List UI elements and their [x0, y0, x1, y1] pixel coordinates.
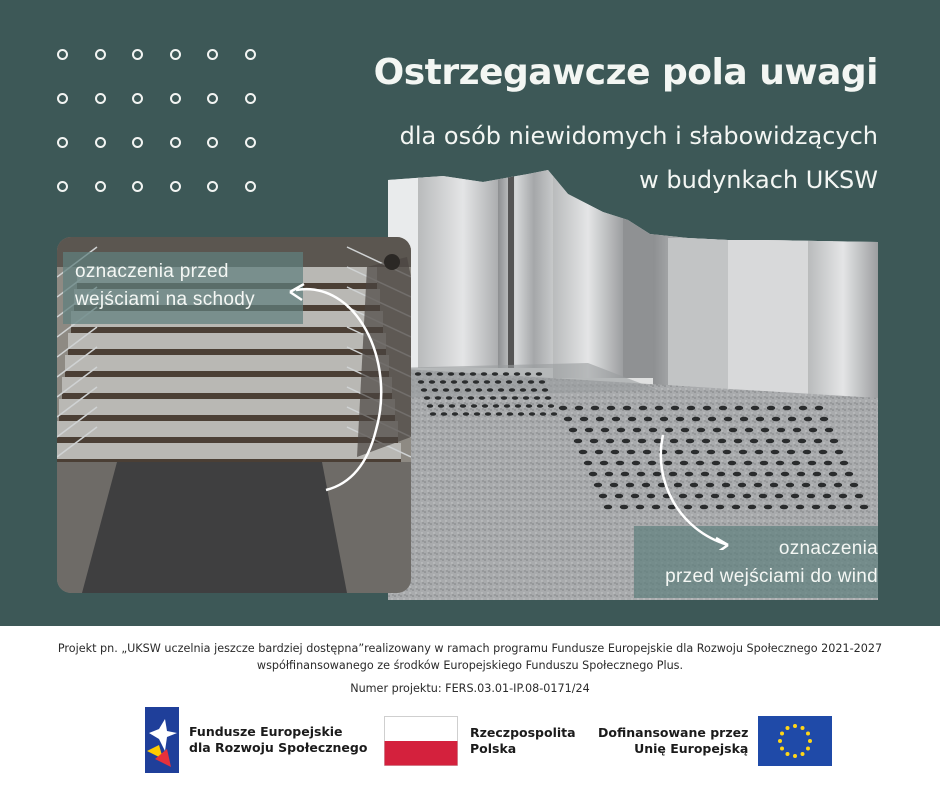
tactile-bump — [551, 412, 557, 416]
tactile-bump — [430, 412, 436, 416]
tactile-bump — [517, 380, 523, 384]
tactile-bump — [435, 396, 441, 400]
eu-star — [793, 724, 797, 728]
tactile-bump — [542, 388, 548, 392]
tactile-bump — [687, 406, 695, 411]
tactile-bump — [482, 404, 488, 408]
tactile-bump — [605, 472, 613, 477]
tactile-bump — [771, 450, 779, 455]
grid-dot — [170, 181, 181, 192]
grid-dot — [95, 181, 106, 192]
tactile-bump — [825, 428, 833, 433]
tactile-bump — [607, 406, 615, 411]
rzeczpospolita-polska-logo — [384, 716, 576, 766]
tactile-bump — [703, 406, 711, 411]
tactile-bump — [759, 494, 767, 499]
tactile-bump — [503, 372, 509, 376]
tactile-bump — [777, 428, 785, 433]
tactile-bump — [719, 406, 727, 411]
tactile-bump — [492, 372, 498, 376]
tactile-bump — [446, 396, 452, 400]
grid-dot — [57, 181, 68, 192]
tactile-bump — [786, 483, 794, 488]
tactile-bump — [814, 439, 822, 444]
grid-dot — [57, 93, 68, 104]
tactile-bump — [606, 439, 614, 444]
tactile-bump — [569, 428, 577, 433]
tactile-bump — [823, 494, 831, 499]
tactile-bump — [798, 439, 806, 444]
eu-star — [806, 747, 810, 751]
tactile-bump — [638, 439, 646, 444]
tactile-bump — [676, 417, 684, 422]
tactile-bump — [813, 472, 821, 477]
tactile-bump — [451, 380, 457, 384]
tactile-bump — [495, 380, 501, 384]
tactile-bump — [452, 412, 458, 416]
decorative-dot-grid — [57, 49, 267, 199]
tactile-bump — [787, 450, 795, 455]
tactile-bump — [595, 450, 603, 455]
tactile-bump — [767, 406, 775, 411]
tactile-bump — [860, 505, 868, 510]
tactile-bump — [580, 417, 588, 422]
tactile-bump — [839, 494, 847, 499]
grid-dot — [207, 49, 218, 60]
tactile-bump — [438, 404, 444, 408]
tactile-bump — [481, 372, 487, 376]
tactile-bump — [750, 439, 758, 444]
tactile-bump — [631, 494, 639, 499]
tactile-bump — [506, 380, 512, 384]
tactile-bump — [766, 439, 774, 444]
tactile-bump — [812, 505, 820, 510]
tactile-bump — [802, 483, 810, 488]
tactile-bump — [632, 461, 640, 466]
grid-dot — [57, 49, 68, 60]
tactile-bump — [782, 439, 790, 444]
stairs-caption-line-2: wejściami na schody — [75, 289, 255, 310]
tactile-bump — [437, 372, 443, 376]
eu-star — [806, 732, 810, 736]
tactile-bump — [655, 406, 663, 411]
tactile-bump — [490, 396, 496, 400]
tactile-bump — [498, 388, 504, 392]
tactile-bump — [835, 450, 843, 455]
tactile-bump — [644, 417, 652, 422]
grid-dot — [95, 137, 106, 148]
tactile-bump — [621, 472, 629, 477]
tactile-bump — [803, 450, 811, 455]
tactile-bump — [796, 505, 804, 510]
tactile-bump — [471, 404, 477, 408]
tactile-bump — [755, 450, 763, 455]
tactile-bump — [633, 428, 641, 433]
tactile-bump — [457, 396, 463, 400]
tactile-bump — [454, 388, 460, 392]
tactile-bump — [463, 412, 469, 416]
tactile-bump — [515, 404, 521, 408]
tactile-bump — [628, 417, 636, 422]
tactile-bump — [441, 412, 447, 416]
tactile-bump — [426, 372, 432, 376]
tactile-bump — [834, 483, 842, 488]
tactile-bump — [692, 417, 700, 422]
tactile-bump — [776, 461, 784, 466]
tactile-bump — [531, 388, 537, 392]
tactile-bump — [589, 472, 597, 477]
tactile-bump — [780, 505, 788, 510]
tactile-bump — [765, 472, 773, 477]
tactile-bump — [526, 404, 532, 408]
tactile-bump — [590, 439, 598, 444]
tactile-bump — [418, 380, 424, 384]
tactile-bump — [421, 388, 427, 392]
tactile-bump — [626, 483, 634, 488]
stairs-caption — [63, 252, 303, 324]
tactile-bump — [473, 380, 479, 384]
grid-dot — [170, 49, 181, 60]
tactile-bump — [809, 428, 817, 433]
grid-dot — [245, 181, 256, 192]
tactile-bump — [584, 461, 592, 466]
rp-logo-line-2: Polska — [470, 741, 517, 756]
curved-arrow-icon — [648, 430, 748, 550]
tactile-bump — [760, 461, 768, 466]
tactile-bump — [783, 406, 791, 411]
tactile-bump — [579, 450, 587, 455]
tactile-bump — [449, 404, 455, 408]
polish-flag-icon — [384, 716, 458, 766]
tactile-bump — [429, 380, 435, 384]
tactile-bump — [781, 472, 789, 477]
project-line-2: współfinansowanego ze środków Europejskiego Funduszu Społecznego Plus. — [256, 659, 684, 672]
tactile-bump — [788, 417, 796, 422]
tactile-bump — [855, 494, 863, 499]
tactile-bump — [751, 406, 759, 411]
stairs-caption-line-1: oznaczenia przed — [75, 261, 229, 282]
tactile-bump — [792, 461, 800, 466]
tactile-bump — [415, 372, 421, 376]
tactile-bump — [485, 412, 491, 416]
grid-dot — [132, 137, 143, 148]
tactile-bump — [534, 396, 540, 400]
tactile-bump — [622, 439, 630, 444]
tactile-bump — [574, 439, 582, 444]
tactile-bump — [594, 483, 602, 488]
fe-logo-line-1: Fundusze Europejskie — [189, 724, 343, 739]
tactile-bump — [749, 472, 757, 477]
grid-dot — [245, 49, 256, 60]
elevators-caption-line-2: przed wejściami do wind — [665, 566, 878, 587]
tactile-bump — [564, 417, 572, 422]
tactile-bump — [585, 428, 593, 433]
tactile-bump — [465, 388, 471, 392]
tactile-bump — [793, 428, 801, 433]
tactile-bump — [476, 388, 482, 392]
project-line-1: Projekt pn. „UKSW uczelnia jeszcze bardziej dostępna”realizowany w ramach programu Fundusze Europejskie dla Rozwoju Społecznego 2021-2027 — [57, 642, 883, 655]
grid-dot — [207, 181, 218, 192]
eu-star — [801, 752, 805, 756]
fe-star-icon — [145, 707, 179, 773]
tactile-bump — [799, 406, 807, 411]
tactile-bump — [509, 388, 515, 392]
tactile-bump — [484, 380, 490, 384]
tactile-bump — [815, 406, 823, 411]
tactile-bump — [536, 372, 542, 376]
tactile-bump — [735, 406, 743, 411]
tactile-bump — [775, 494, 783, 499]
eu-flag-icon — [758, 716, 832, 766]
project-number: Numer projektu: FERS.03.01-IP.08-0171/24 — [350, 682, 590, 695]
tactile-bump — [548, 404, 554, 408]
tactile-bump — [496, 412, 502, 416]
eu-star — [780, 732, 784, 736]
tactile-bump — [740, 417, 748, 422]
eu-logo-line-1: Dofinansowane przez — [598, 725, 749, 740]
tactile-bump — [761, 428, 769, 433]
grid-dot — [95, 49, 106, 60]
tactile-bump — [840, 461, 848, 466]
tactile-bump — [627, 450, 635, 455]
tactile-bump — [539, 380, 545, 384]
tactile-bump — [600, 461, 608, 466]
tactile-bump — [470, 372, 476, 376]
tactile-bump — [617, 428, 625, 433]
tactile-bump — [514, 372, 520, 376]
curved-arrow-icon — [286, 270, 396, 500]
tactile-bump — [772, 417, 780, 422]
tactile-bump — [432, 388, 438, 392]
tactile-bump — [770, 483, 778, 488]
grid-dot — [207, 137, 218, 148]
tactile-bump — [611, 450, 619, 455]
eu-star — [793, 754, 797, 758]
tactile-bump — [639, 406, 647, 411]
tactile-bump — [756, 417, 764, 422]
eu-star — [786, 726, 790, 730]
tactile-bump — [829, 472, 837, 477]
grid-dot — [207, 93, 218, 104]
eu-logo-line-2: Unię Europejską — [634, 741, 749, 756]
tactile-bump — [525, 372, 531, 376]
tactile-bump — [797, 472, 805, 477]
tactile-bump — [440, 380, 446, 384]
tactile-bump — [559, 406, 567, 411]
tactile-bump — [764, 505, 772, 510]
grid-dot — [245, 137, 256, 148]
grid-dot — [170, 137, 181, 148]
tactile-bump — [493, 404, 499, 408]
tactile-bump — [504, 404, 510, 408]
tactile-bump — [845, 472, 853, 477]
tactile-bump — [459, 372, 465, 376]
tactile-bump — [528, 380, 534, 384]
eu-star — [808, 739, 812, 743]
tactile-bump — [824, 461, 832, 466]
tactile-bump — [448, 372, 454, 376]
grid-dot — [57, 137, 68, 148]
tactile-bump — [754, 483, 762, 488]
tactile-bump — [807, 494, 815, 499]
tactile-bump — [724, 417, 732, 422]
tactile-bump — [615, 494, 623, 499]
tactile-bump — [443, 388, 449, 392]
subtitle-line-1: dla osób niewidomych i słabowidzących — [399, 122, 878, 150]
tactile-bump — [487, 388, 493, 392]
rp-logo-line-1: Rzeczpospolita — [470, 725, 576, 740]
tactile-bump — [501, 396, 507, 400]
page-title: Ostrzegawcze pola uwagi — [373, 52, 878, 93]
tactile-bump — [520, 388, 526, 392]
eu-star — [778, 739, 782, 743]
tactile-bump — [507, 412, 513, 416]
fundusze-europejskie-logo — [145, 707, 367, 773]
tactile-bump — [830, 439, 838, 444]
tactile-bump — [512, 396, 518, 400]
tactile-bump — [828, 505, 836, 510]
grid-dot — [132, 181, 143, 192]
tactile-bump — [523, 396, 529, 400]
tactile-bump — [479, 396, 485, 400]
tactile-bump — [671, 406, 679, 411]
tactile-bump — [610, 483, 618, 488]
tactile-bump — [820, 417, 828, 422]
elevators-caption-line-1: oznaczenia — [778, 538, 878, 559]
tactile-bump — [591, 406, 599, 411]
tactile-bump — [596, 417, 604, 422]
tactile-bump — [474, 412, 480, 416]
tactile-bump — [819, 450, 827, 455]
eu-cofunding-logo — [598, 716, 832, 766]
tactile-bump — [844, 505, 852, 510]
grid-dot — [132, 93, 143, 104]
tactile-bump — [850, 483, 858, 488]
tactile-bump — [604, 505, 612, 510]
eu-star — [780, 747, 784, 751]
tactile-bump — [804, 417, 812, 422]
fe-logo-line-2: dla Rozwoju Społecznego — [189, 740, 368, 755]
eu-star — [786, 752, 790, 756]
tactile-bump — [636, 505, 644, 510]
tactile-bump — [460, 404, 466, 408]
tactile-bump — [462, 380, 468, 384]
tactile-bump — [620, 505, 628, 510]
grid-dot — [170, 93, 181, 104]
tactile-bump — [637, 472, 645, 477]
tactile-bump — [708, 417, 716, 422]
tactile-bump — [529, 412, 535, 416]
tactile-bump — [808, 461, 816, 466]
tactile-bump — [427, 404, 433, 408]
tactile-bump — [791, 494, 799, 499]
grid-dot — [132, 49, 143, 60]
tactile-bump — [537, 404, 543, 408]
tactile-bump — [424, 396, 430, 400]
tactile-bump — [660, 417, 668, 422]
eu-star — [801, 726, 805, 730]
tactile-bump — [518, 412, 524, 416]
tactile-bump — [818, 483, 826, 488]
subtitle-line-2: w budynkach UKSW — [639, 166, 878, 194]
tactile-bump — [612, 417, 620, 422]
grid-dot — [245, 93, 256, 104]
tactile-bump — [748, 505, 756, 510]
tactile-bump — [545, 396, 551, 400]
tactile-bump — [623, 406, 631, 411]
tactile-bump — [601, 428, 609, 433]
grid-dot — [95, 93, 106, 104]
tactile-bump — [540, 412, 546, 416]
tactile-bump — [599, 494, 607, 499]
tactile-bump — [575, 406, 583, 411]
tactile-bump — [468, 396, 474, 400]
project-description — [0, 640, 940, 674]
tactile-bump — [616, 461, 624, 466]
